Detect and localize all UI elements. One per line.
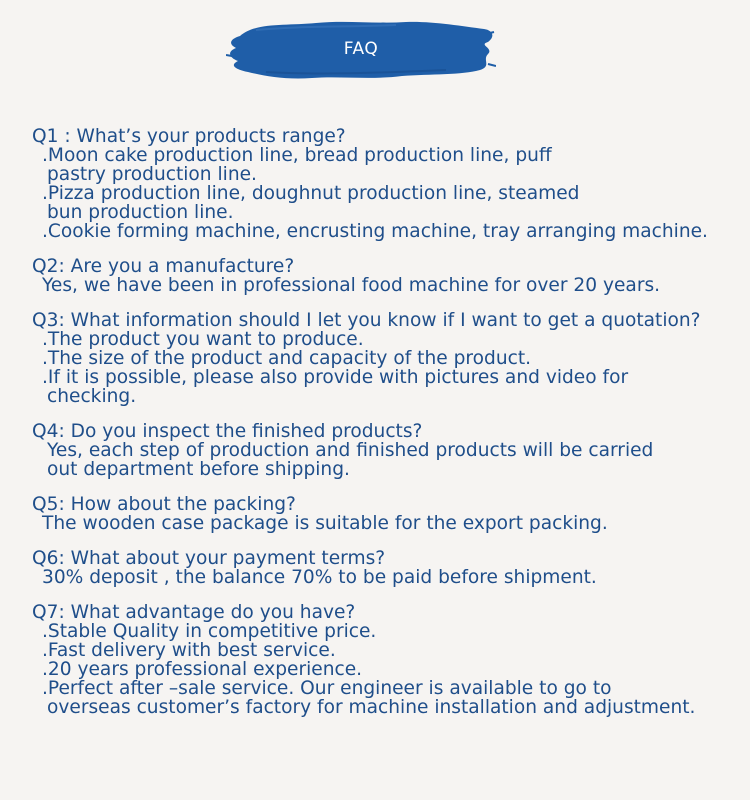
faq-question: Q1 : What’s your products range? <box>32 126 346 147</box>
faq-item-q2 <box>32 257 744 295</box>
faq-answer-line: The wooden case package is suitable for the export packing. <box>42 513 608 534</box>
faq-answer-line: overseas customer’s factory for machine installation and adjustment. <box>47 697 696 718</box>
faq-answer-line: out department before shipping. <box>47 459 350 480</box>
faq-answer-line: .Cookie forming machine, encrusting machine, tray arranging machine. <box>42 221 708 242</box>
faq-question: Q4: Do you inspect the finished products? <box>32 421 423 442</box>
faq-answer-line: .The product you want to produce. <box>42 329 364 350</box>
faq-item-q7 <box>32 603 744 717</box>
faq-answer-line: .Fast delivery with best service. <box>42 640 336 661</box>
faq-answer-line: .If it is possible, please also provide with pictures and video for <box>42 367 629 388</box>
faq-answer-line: 30% deposit , the balance 70% to be paid before shipment. <box>42 567 597 588</box>
faq-banner <box>226 14 496 86</box>
faq-item-q5 <box>32 495 744 533</box>
faq-answer-line: .Stable Quality in competitive price. <box>42 621 377 642</box>
faq-question: Q7: What advantage do you have? <box>32 602 356 623</box>
faq-answer-line: .The size of the product and capacity of the product. <box>42 348 532 369</box>
faq-answer-line: .Pizza production line, doughnut production line, steamed <box>42 183 580 204</box>
faq-answer-line: .Perfect after –sale service. Our engineer is available to go to <box>42 678 612 699</box>
faq-question: Q6: What about your payment terms? <box>32 548 386 569</box>
faq-answer-line: checking. <box>47 386 137 407</box>
faq-answer-line: .20 years professional experience. <box>42 659 363 680</box>
faq-answer-line: Yes, each step of production and finished products will be carried <box>47 440 654 461</box>
faq-answer-line: bun production line. <box>47 202 234 223</box>
faq-question: Q2: Are you a manufacture? <box>32 256 295 277</box>
faq-item-q6 <box>32 549 744 587</box>
faq-title: FAQ <box>343 39 379 59</box>
faq-item-q3 <box>32 311 744 406</box>
faq-item-q1 <box>32 127 744 241</box>
faq-answer-line: Yes, we have been in professional food machine for over 20 years. <box>42 275 661 296</box>
faq-question: Q5: How about the packing? <box>32 494 296 515</box>
faq-question: Q3: What information should I let you know if I want to get a quotation? <box>32 310 701 331</box>
faq-answer-line: .Moon cake production line, bread production line, puff <box>42 145 552 166</box>
faq-list <box>32 127 744 733</box>
faq-answer-line: pastry production line. <box>47 164 257 185</box>
faq-item-q4 <box>32 422 744 479</box>
